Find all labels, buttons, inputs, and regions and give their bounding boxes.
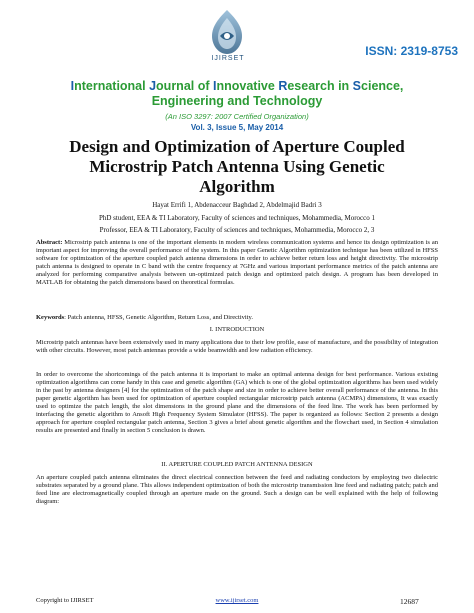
journal-name — [0, 79, 474, 109]
footer-url-link[interactable]: www.ijirset.com — [215, 597, 259, 604]
journal-name-line2: Engineering and Technology — [151, 94, 323, 108]
section-heading-introduction: I. INTRODUCTION — [209, 326, 265, 333]
abstract-label: Abstract: — [36, 239, 63, 246]
journal-name-line1: International Journal of Innovative Research in Science, — [70, 79, 404, 93]
affiliation-1: PhD student, EEA & TI Laboratory, Faculty of sciences and techniques, Mohammedia, Morocco 1 — [98, 214, 376, 222]
section-heading-design: II. APERTURE COUPLED PATCH ANTENNA DESIGN — [161, 461, 313, 468]
paragraph: An aperture coupled patch antenna eliminates the direct electrical connection between the feed and radiating conductors by employing two dielectric substrates separated by a ground plane. This allows independent optimization of both the microstrip transmission line feed and radiating patch; patch and feed line are electromagnetically coupled through an aperture made on the ground. Such a design can be well explained with the help of following diagram: — [36, 474, 438, 505]
volume-issue: Vol. 3, Issue 5, May 2014 — [190, 123, 284, 132]
author-list: Hayat Errifi 1, Abdenacceur Baghdad 2, Abdelmajid Badri 3 — [152, 201, 322, 209]
issn-label: ISSN: 2319-8753 — [365, 44, 458, 58]
title-line: Design and Optimization of Aperture Coupled — [69, 137, 405, 156]
page-number: 12687 — [400, 597, 419, 606]
journal-logo-icon — [206, 8, 248, 58]
abstract — [36, 239, 438, 287]
title-line: Algorithm — [199, 177, 275, 196]
paper-title — [60, 137, 414, 197]
affiliation-2: Professor, EEA & TI Laboratory, Faculty of sciences and techniques, Mohammedia, Morocco 2, 3 — [99, 226, 375, 234]
paragraph: Microstrip patch antennas have been extensively used in many applications due to their low profile, ease of manufacture, and the possibility of integration with other circuits. However, most patch antennas provide a wide beamwidth and low radiation efficiency. — [36, 339, 438, 354]
title-line: Microstrip Patch Antenna Using Genetic — [89, 157, 385, 176]
footer-copyright: Copyright to IJIRSET — [36, 597, 94, 604]
paragraph: In order to overcome the shortcomings of the patch antenna it is important to make an optimal antenna design for best performance. Various existing optimization algorithms can come handy in this case and genetic algorithm (GA) which is one of the global optimization algorithms has been used widely in the past by antenna designers [4] for the optimization of the patch shape and size in order to achieve better overall performance of the antenna. In this paper genetic algorithm has been used for optimization of aperture coupled rectangular microstrip patch antenna (ACMPA) dimensions, It was exactly used to optimize the patch length, the slot dimensions in the ground plane and the dimensions of the feed line. The work has been performed by interfacing the genetic algorithm to Ansoft High Frequency System Simulator (HFSS). The paper is organized as follows: Section 2 presents a design approach for aperture coupled rectangular patch antenna, Section 3 gives a brief about genetic algorithm and the flowchart used, in Section 4 simulation results are presented and finally in section 5 conclusion is drawn. — [36, 371, 438, 434]
certification-note: (An ISO 3297: 2007 Certified Organization) — [165, 112, 309, 121]
keywords-label: Keywords — [36, 314, 65, 321]
abstract-text: Microstrip patch antenna is one of the important elements in modern wireless communication systems and hence its design optimization is an important aspect for improving the overall performance of the system. In this paper Genetic Algorithm optimization technique has been utilized in HFSS software for optimization of the aperture coupled patch antenna dimensions in order to achieve better return loss and height directivity. The microstrip patch antenna is designed to operate in C band with the centre frequency at 7GHz and various important performance metrics of the patch antenna are analyzed for performing comparative analysis between un-optimized patch design and optimized patch design. A program has been developed in MATLAB for obtaining the patch dimensions based on theoretical formulas. — [36, 239, 439, 286]
keywords — [36, 314, 438, 321]
logo-text: IJIRSET — [211, 55, 245, 62]
keywords-text: : Patch antenna, HFSS, Genetic Algorithm, Return Loss, and Directivity. — [64, 314, 253, 321]
